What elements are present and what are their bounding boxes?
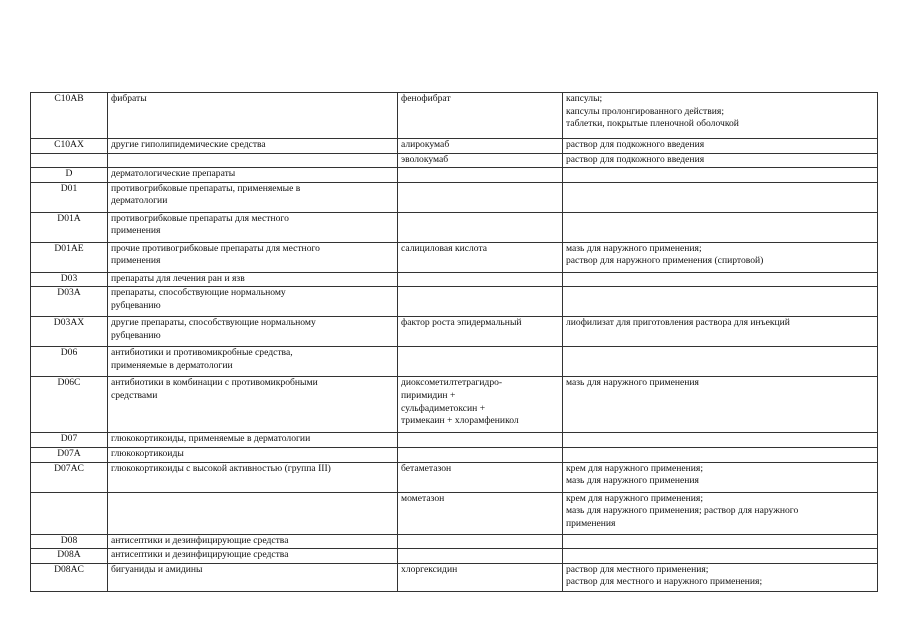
cell-text: глюкокортикоиды [111, 447, 184, 459]
table-row [31, 272, 878, 287]
cell-text: D08 [60, 534, 78, 546]
cell-text: антисептики и дезинфицирующие средства [111, 534, 289, 546]
dosage-form-cell [563, 534, 878, 549]
group-name-cell [108, 287, 398, 317]
table-row [31, 347, 878, 377]
cell-text-line: противогрибковые препараты для местного [111, 212, 289, 224]
cell-text: D06 [60, 347, 78, 359]
atc-code-cell [31, 139, 108, 154]
drug-name-cell [398, 287, 563, 317]
drug-name-cell [398, 153, 563, 168]
cell-text-line: раствор для местного и наружного применения; [566, 576, 763, 588]
cell-text: хлоргексидин [401, 563, 458, 575]
cell-text-line: антибиотики в комбинации с противомикробными [111, 377, 318, 389]
group-name-cell [108, 272, 398, 287]
drug-name-cell [398, 563, 563, 591]
drug-name-cell [398, 377, 563, 433]
atc-code-cell [31, 462, 108, 492]
dosage-form-cell [563, 153, 878, 168]
dosage-form-cell [563, 287, 878, 317]
dosage-form-cell [563, 447, 878, 462]
cell-text-line: лиофилизат для приготовления раствора для инъекций [566, 317, 790, 329]
cell-text: D01 [60, 182, 78, 194]
drug-name-cell [398, 317, 563, 347]
group-name-cell [108, 347, 398, 377]
dosage-form-cell [563, 462, 878, 492]
drug-name-cell [398, 182, 563, 212]
drug-name-cell [398, 549, 563, 564]
table-row [31, 212, 878, 242]
cell-text-line: рубцеванию [111, 299, 161, 311]
cell-text: бигуаниды и амидины [111, 563, 203, 575]
group-name-cell [108, 563, 398, 591]
dosage-form-cell [563, 492, 878, 534]
drug-name-cell [398, 272, 563, 287]
table-row [31, 433, 878, 448]
cell-text: D01AE [54, 242, 84, 254]
atc-code-cell [31, 347, 108, 377]
drug-name-cell [398, 447, 563, 462]
cell-text-line: капсулы; [566, 93, 603, 104]
cell-text-line: раствор для наружного применения (спиртовой) [566, 255, 764, 267]
table-row [31, 287, 878, 317]
group-name-cell [108, 168, 398, 183]
cell-text-line: прочие противогрибковые препараты для местного [111, 242, 320, 254]
cell-text-line: раствор для подкожного введения [566, 139, 705, 150]
table-row [31, 377, 878, 433]
group-name-cell [108, 447, 398, 462]
table-row [31, 549, 878, 564]
cell-text: фенофибрат [401, 93, 451, 104]
drug-name-cell [398, 433, 563, 448]
dosage-form-cell [563, 433, 878, 448]
cell-text-line: применения [111, 255, 161, 267]
cell-text: алирокумаб [401, 139, 450, 150]
cell-text-line: сульфадиметоксин + [401, 402, 486, 414]
dosage-form-cell [563, 242, 878, 272]
drug-name-cell [398, 534, 563, 549]
dosage-form-cell [563, 317, 878, 347]
drug-name-cell [398, 242, 563, 272]
cell-text-line: антибиотики и противомикробные средства, [111, 347, 293, 359]
table-body [31, 93, 878, 592]
atc-code-cell [31, 242, 108, 272]
dosage-form-cell [563, 212, 878, 242]
dosage-form-cell [563, 549, 878, 564]
group-name-cell [108, 549, 398, 564]
atc-code-cell [31, 182, 108, 212]
table-row [31, 93, 878, 139]
cell-text-line: рубцеванию [111, 329, 161, 341]
cell-text-line: мазь для наружного применения; [566, 242, 702, 254]
cell-text-line: пиримидин + [401, 389, 456, 401]
group-name-cell [108, 377, 398, 433]
cell-text-line: раствор для местного применения; [566, 563, 709, 575]
cell-text-line: мазь для наружного применения; раствор для наружного [566, 505, 799, 517]
dosage-form-cell [563, 272, 878, 287]
table-row [31, 447, 878, 462]
cell-text: мометазон [401, 492, 445, 504]
atc-code-cell [31, 563, 108, 591]
cell-text: препараты для лечения ран и язв [111, 272, 245, 284]
cell-text: фактор роста эпидермальный [401, 317, 522, 329]
table-row [31, 153, 878, 168]
group-name-cell [108, 317, 398, 347]
table-row [31, 534, 878, 549]
table-row [31, 492, 878, 534]
cell-text: D08A [57, 549, 81, 561]
cell-text: дерматологические препараты [111, 168, 236, 180]
cell-text-line: мазь для наружного применения [566, 475, 699, 487]
drug-name-cell [398, 462, 563, 492]
table-row [31, 563, 878, 591]
cell-text: D03A [57, 287, 81, 299]
group-name-cell [108, 492, 398, 534]
cell-text: D07 [60, 433, 78, 445]
cell-text-line: применения [111, 225, 161, 237]
atc-code-cell [31, 534, 108, 549]
cell-text: бетаметазон [401, 462, 452, 474]
cell-text: глюкокортикоиды с высокой активностью (группа III) [111, 462, 331, 474]
table-row [31, 462, 878, 492]
cell-text-line: препараты, способствующие нормальному [111, 287, 286, 299]
atc-code-cell [31, 377, 108, 433]
cell-text: салициловая кислота [401, 242, 488, 254]
atc-code-cell [31, 93, 108, 139]
atc-code-cell [31, 317, 108, 347]
cell-text: C10AB [54, 93, 84, 104]
cell-text-line: раствор для подкожного введения [566, 153, 705, 165]
table-row [31, 182, 878, 212]
group-name-cell [108, 242, 398, 272]
drug-name-cell [398, 347, 563, 377]
cell-text-line: средствами [111, 389, 158, 401]
dosage-form-cell [563, 347, 878, 377]
dosage-form-cell [563, 563, 878, 591]
atc-code-cell [31, 212, 108, 242]
cell-text: D07AC [54, 462, 84, 474]
drug-name-cell [398, 139, 563, 154]
group-name-cell [108, 139, 398, 154]
cell-text: глюкокортикоиды, применяемые в дерматологии [111, 433, 311, 445]
cell-text: другие гиполипидемические средства [111, 139, 266, 150]
cell-text: D08AC [54, 563, 84, 575]
dosage-form-cell [563, 139, 878, 154]
drug-name-cell [398, 93, 563, 139]
cell-text: D06C [57, 377, 81, 389]
table-row [31, 317, 878, 347]
cell-text: C10AX [54, 139, 84, 150]
drug-name-cell [398, 492, 563, 534]
table-row [31, 242, 878, 272]
dosage-form-cell [563, 93, 878, 139]
dosage-form-cell [563, 377, 878, 433]
cell-text: D01A [57, 212, 81, 224]
cell-text-line: мазь для наружного применения [566, 377, 699, 389]
cell-text-line: применения [566, 517, 616, 529]
cell-text-line: диоксометилтетрагидро- [401, 377, 503, 389]
cell-text: D03AX [53, 317, 85, 329]
cell-text: D07A [57, 447, 81, 459]
atc-code-cell [31, 168, 108, 183]
cell-text: фибраты [111, 93, 147, 104]
cell-text-line: крем для наружного применения; [566, 462, 703, 474]
dosage-form-cell [563, 168, 878, 183]
atc-code-cell [31, 549, 108, 564]
cell-text: D [65, 168, 73, 180]
group-name-cell [108, 462, 398, 492]
drug-classification-table [30, 92, 878, 592]
cell-text: антисептики и дезинфицирующие средства [111, 549, 289, 561]
group-name-cell [108, 93, 398, 139]
cell-text: эволокумаб [401, 153, 449, 165]
table-row [31, 139, 878, 154]
cell-text-line: противогрибковые препараты, применяемые в [111, 182, 301, 194]
atc-code-cell [31, 433, 108, 448]
cell-text-line: крем для наружного применения; [566, 492, 703, 504]
cell-text-line: тримекаин + хлорамфеникол [401, 415, 519, 427]
drug-name-cell [398, 212, 563, 242]
atc-code-cell [31, 447, 108, 462]
drug-name-cell [398, 168, 563, 183]
table-row [31, 168, 878, 183]
cell-text-line: таблетки, покрытые пленочной оболочкой [566, 118, 739, 130]
cell-text-line: другие препараты, способствующие нормальному [111, 317, 316, 329]
dosage-form-cell [563, 182, 878, 212]
group-name-cell [108, 182, 398, 212]
group-name-cell [108, 153, 398, 168]
cell-text: D03 [60, 272, 78, 284]
atc-code-cell [31, 272, 108, 287]
cell-text-line: применяемые в дерматологии [111, 359, 233, 371]
group-name-cell [108, 433, 398, 448]
cell-text-line: капсулы пролонгированного действия; [566, 105, 724, 117]
atc-code-cell [31, 492, 108, 534]
group-name-cell [108, 212, 398, 242]
atc-code-cell [31, 287, 108, 317]
cell-text-line: дерматологии [111, 195, 168, 207]
atc-code-cell [31, 153, 108, 168]
group-name-cell [108, 534, 398, 549]
